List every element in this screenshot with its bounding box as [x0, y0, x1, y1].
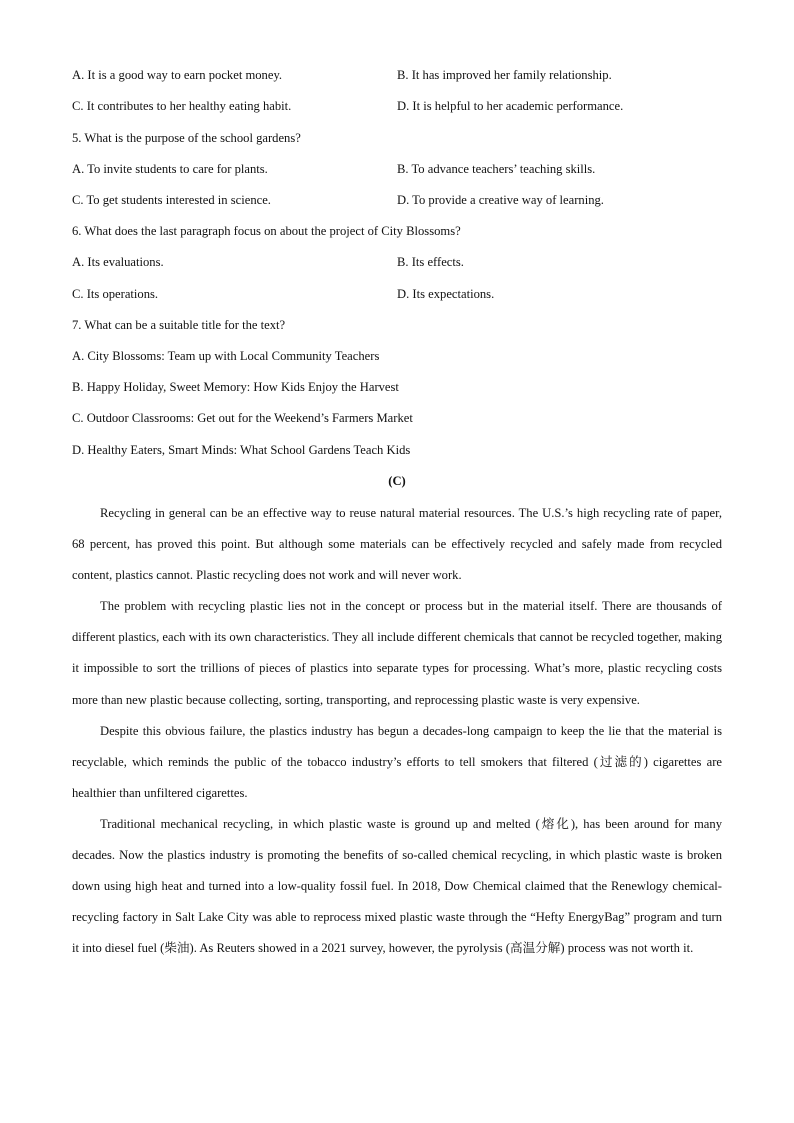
q6-option-b: B. Its effects. — [397, 255, 464, 269]
q6-stem: 6. What does the last paragraph focus on about the project of City Blossoms? — [72, 224, 461, 238]
q7-option-a: A. City Blossoms: Team up with Local Community Teachers — [72, 349, 380, 363]
q7-stem: 7. What can be a suitable title for the text? — [72, 318, 286, 332]
q5-option-b: B. To advance teachers’ teaching skills. — [397, 162, 596, 176]
q5-option-d: D. To provide a creative way of learning. — [397, 193, 604, 207]
q5-option-a: A. To invite students to care for plants. — [72, 162, 268, 176]
q7-option-b: B. Happy Holiday, Sweet Memory: How Kids Enjoy the Harvest — [72, 380, 399, 394]
passage-paragraph: Traditional mechanical recycling, in which plastic waste is ground up and melted (熔化), has been around for many decades. Now the plastics industry is promoting the benefits of so-called chemical recycling, in which plastic waste is broken down using high heat and turned into a low-quality fossil fuel. In 2018, Dow Chemical claimed that the Renewlogy chemical-recycling factory in Salt Lake City was able to reprocess mixed plastic waste through the “Hefty EnergyBag” program and turn it into diesel fuel (柴油). As Reuters showed in a 2021 survey, however, the pyrolysis (高温分解) process was not worth it. — [72, 816, 722, 956]
q6-option-a: A. Its evaluations. — [72, 255, 164, 269]
passage-paragraph: The problem with recycling plastic lies not in the concept or process but in the material itself. There are thousands of different plastics, each with its own characteristics. They all include different chemicals that cannot be recycled together, making it impossible to sort the trillions of pieces of plastics into separate types for processing. What’s more, plastic recycling costs more than new plastic because collecting, sorting, transporting, and reprocessing plastic waste is very expensive. — [72, 599, 722, 707]
q4-option-b: B. It has improved her family relationship. — [397, 68, 612, 82]
q6-option-d: D. Its expectations. — [397, 287, 495, 301]
q5-stem: 5. What is the purpose of the school gardens? — [72, 131, 301, 145]
q4-option-d: D. It is helpful to her academic performance. — [397, 99, 624, 113]
q4-option-a: A. It is a good way to earn pocket money. — [72, 68, 283, 82]
q7-option-c: C. Outdoor Classrooms: Get out for the Weekend’s Farmers Market — [72, 411, 413, 425]
q4-option-c: C. It contributes to her healthy eating habit. — [72, 99, 292, 113]
passage-paragraph: Recycling in general can be an effective way to reuse natural material resources. The U.S.’s high recycling rate of paper, 68 percent, has proved this point. But although some materials can be effectively recycled and safely made from recycled content, plastics cannot. Plastic recycling does not work and will never work. — [72, 506, 722, 583]
section-heading: (C) — [388, 474, 406, 488]
q7-option-d: D. Healthy Eaters, Smart Minds: What School Gardens Teach Kids — [72, 443, 411, 457]
passage-paragraph: Despite this obvious failure, the plastics industry has begun a decades-long campaign to keep the lie that the material is recyclable, which reminds the public of the tobacco industry’s efforts to tell smokers that filtered (过滤的) cigarettes are healthier than unfiltered cigarettes. — [72, 723, 722, 800]
passage — [72, 498, 722, 964]
q5-option-c: C. To get students interested in science. — [72, 193, 271, 207]
q6-option-c: C. Its operations. — [72, 287, 159, 301]
